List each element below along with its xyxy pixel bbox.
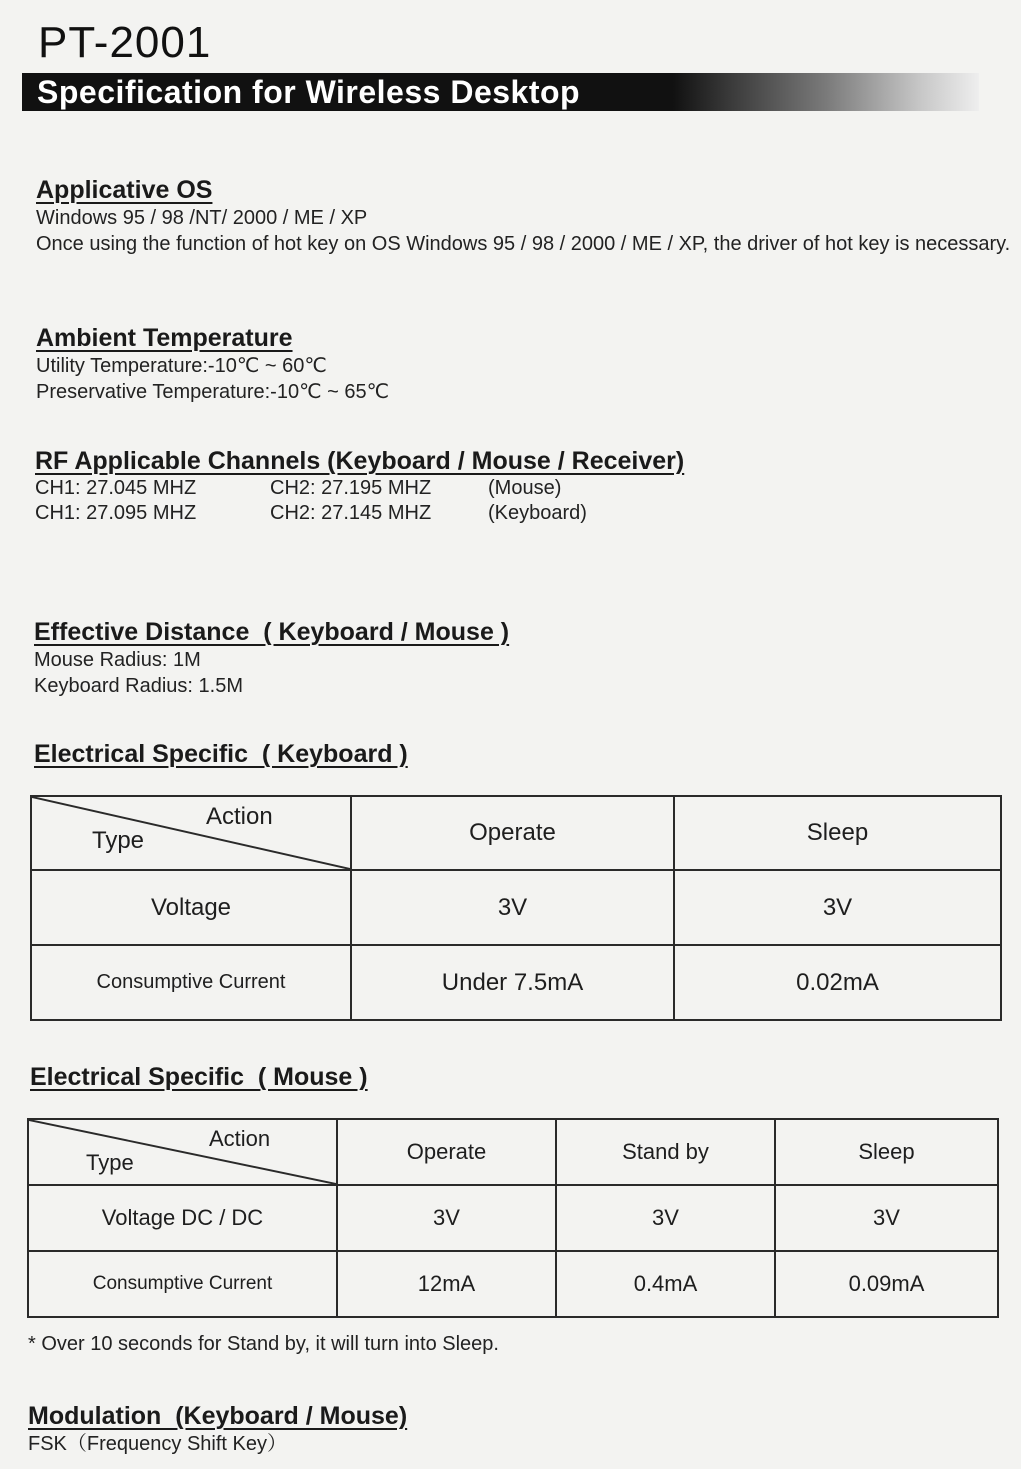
type-label: Type	[92, 827, 145, 854]
ch1-value: CH1: 27.045 MHZ	[35, 477, 197, 499]
table-cell: 0.02mA	[674, 945, 1001, 1020]
keyboard-spec-table	[30, 795, 1002, 1021]
diagonal-line	[32, 797, 350, 869]
table-cell: 0.4mA	[556, 1251, 775, 1317]
table-cell: 3V	[775, 1185, 998, 1251]
table-cell: 3V	[351, 870, 674, 945]
column-header: Sleep	[674, 796, 1001, 870]
section-applicative-os	[36, 175, 1011, 257]
model-number: PT-2001	[38, 18, 212, 67]
ch1-value: CH1: 27.095 MHZ	[35, 502, 197, 524]
table-row	[28, 1251, 998, 1317]
table-header-row	[31, 796, 1001, 870]
modulation-value: FSK（Frequency Shift Key）	[28, 1433, 287, 1455]
banner-title: Specification for Wireless Desktop	[37, 74, 581, 110]
row-label: Voltage	[31, 870, 351, 945]
diagonal-header-cell	[28, 1119, 337, 1185]
section-modulation	[28, 1401, 928, 1457]
ch2-value: CH2: 27.195 MHZ	[270, 477, 432, 499]
table-cell: 0.09mA	[775, 1251, 998, 1317]
table-row	[31, 870, 1001, 945]
section-title: Ambient Temperature	[36, 324, 293, 352]
title-banner	[22, 73, 979, 111]
os-list: Windows 95 / 98 /NT/ 2000 / ME / XP	[36, 207, 368, 229]
action-label: Action	[206, 803, 273, 830]
section-electrical-keyboard	[34, 739, 934, 769]
device-label: (Keyboard)	[488, 502, 587, 524]
diagonal-header-cell	[31, 796, 351, 870]
section-title: Electrical Specific ( Mouse )	[30, 1063, 368, 1091]
section-title: RF Applicable Channels (Keyboard / Mouse / Receiver)	[35, 447, 685, 475]
table-cell: 3V	[674, 870, 1001, 945]
section-ambient-temperature	[36, 323, 936, 405]
table-row	[28, 1185, 998, 1251]
table-cell: 3V	[556, 1185, 775, 1251]
standby-note: * Over 10 seconds for Stand by, it will turn into Sleep.	[28, 1333, 499, 1355]
preservative-temperature: Preservative Temperature:-10℃ ~ 65℃	[36, 381, 390, 403]
column-header: Sleep	[775, 1119, 998, 1185]
diagonal-line	[29, 1120, 336, 1184]
keyboard-radius: Keyboard Radius: 1.5M	[34, 675, 244, 697]
section-title: Modulation (Keyboard / Mouse)	[28, 1402, 408, 1430]
mouse-spec-table	[27, 1118, 999, 1318]
section-title: Effective Distance ( Keyboard / Mouse )	[34, 618, 510, 646]
channel-row	[35, 476, 935, 501]
table-header-row	[28, 1119, 998, 1185]
table-row	[31, 945, 1001, 1020]
table-cell: Under 7.5mA	[351, 945, 674, 1020]
column-header: Operate	[351, 796, 674, 870]
column-header: Operate	[337, 1119, 556, 1185]
ch2-value: CH2: 27.145 MHZ	[270, 502, 432, 524]
row-label: Consumptive Current	[28, 1251, 337, 1317]
column-header: Stand by	[556, 1119, 775, 1185]
type-label: Type	[86, 1150, 134, 1175]
device-label: (Mouse)	[488, 477, 562, 499]
table-cell: 3V	[337, 1185, 556, 1251]
utility-temperature: Utility Temperature:-10℃ ~ 60℃	[36, 355, 327, 377]
os-note: Once using the function of hot key on OS Windows 95 / 98 / 2000 / ME / XP, the driver of hot key is necessary.	[36, 233, 1011, 255]
section-effective-distance	[34, 617, 934, 699]
table-cell: 12mA	[337, 1251, 556, 1317]
mouse-radius: Mouse Radius: 1M	[34, 649, 201, 671]
row-label: Consumptive Current	[31, 945, 351, 1020]
section-rf-channels	[35, 446, 935, 526]
row-label: Voltage DC / DC	[28, 1185, 337, 1251]
section-title: Electrical Specific ( Keyboard )	[34, 740, 408, 768]
action-label: Action	[209, 1126, 271, 1151]
section-title: Applicative OS	[36, 176, 213, 204]
channel-row	[35, 501, 935, 526]
section-electrical-mouse	[30, 1062, 930, 1092]
